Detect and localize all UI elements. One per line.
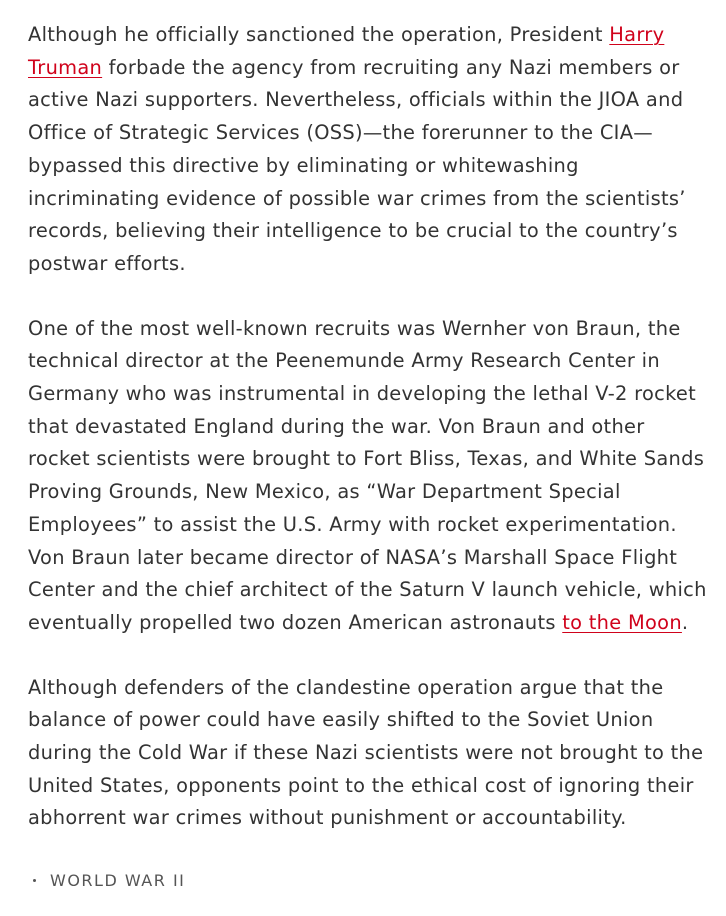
text-line: abhorrent war crimes without punishment or accountability. [28,806,627,830]
text-line: Proving Grounds, New Mexico, as “War Department Special [28,480,621,504]
text-segment: Although he officially sanctioned the operation, President [28,23,610,46]
text-line: One of the most well-known recruits was Wernher von Braun, the [28,316,681,340]
text-line: Von Braun later became director of NASA’s Marshall Space Flight [28,545,678,569]
text-line: Office of Strategic Services (OSS)—the forerunner to the CIA— [28,121,653,145]
text-line: active Nazi supporters. Nevertheless, officials within the JIOA and [28,88,684,112]
text-segment: eventually propelled two dozen American astronauts [28,610,563,634]
tag-world-war-ii[interactable]: WORLD WAR II [50,871,186,890]
paragraph-3 [28,672,718,836]
article-body [28,19,718,867]
text-line: balance of power could have easily shifted to the Soviet Union [28,708,654,732]
text-line: United States, opponents point to the ethical cost of ignoring their [28,773,694,797]
harry-truman-link[interactable]: Harry [609,23,665,46]
paragraph-2 [28,313,718,640]
paragraph-1 [28,19,718,281]
text-line: Employees” to assist the U.S. Army with rocket experimentation. [28,512,677,536]
text-line: Germany who was instrumental in developing the lethal V-2 rocket [28,382,697,406]
text-line: incriminating evidence of possible war crimes from the scientists’ [28,186,686,210]
to-the-moon-link[interactable]: to the Moon [562,610,682,634]
text-line [28,607,718,640]
harry-truman-link-continued[interactable]: Truman [28,55,103,79]
text-line: rocket scientists were brought to Fort Bliss, Texas, and White Sands [28,447,705,471]
text-line: that devastated England during the war. Von Braun and other [28,414,645,438]
text-line: Although defenders of the clandestine operation argue that the [28,675,664,699]
text-line [28,52,718,85]
text-segment: forbade the agency from recruiting any Nazi members or [102,55,680,79]
text-line: records, believing their intelligence to be crucial to the country’s [28,219,678,243]
text-line: bypassed this directive by eliminating or whitewashing [28,153,579,177]
text-line: postwar efforts. [28,251,186,275]
text-line: Center and the chief architect of the Saturn V launch vehicle, which [28,578,707,602]
bullet-icon [33,879,36,882]
text-line: technical director at the Peenemunde Army Research Center in [28,349,660,373]
text-line [28,19,718,52]
text-segment: . [681,610,689,634]
tag-list [33,871,185,890]
text-line: during the Cold War if these Nazi scientists were not brought to the [28,741,704,765]
